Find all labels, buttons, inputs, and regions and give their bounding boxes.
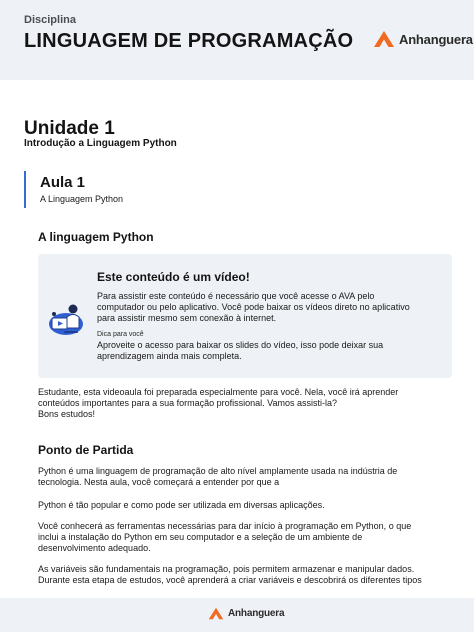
text-line: Durante esta etapa de estudos, você aprenderá a criar variáveis e descobrirá os diferentes tipos: [38, 575, 422, 585]
intro-paragraph: [38, 387, 448, 420]
video-notice-callout: [38, 254, 452, 378]
tip-line: Aproveite o acesso para baixar os slides do vídeo, isso pode deixar sua: [97, 340, 384, 350]
video-notice-title: Este conteúdo é um vídeo!: [97, 270, 250, 284]
starting-point-paragraph: [38, 564, 448, 586]
starting-point-paragraph: [38, 500, 448, 511]
brand-logo: [373, 30, 473, 48]
starting-point-paragraph: [38, 466, 448, 488]
tip-text: [97, 340, 442, 362]
unit-title: Unidade 1: [24, 118, 115, 139]
text-line: desenvolvimento adequado.: [38, 543, 151, 553]
page-footer: [0, 598, 474, 632]
video-notice-text: [97, 291, 442, 324]
anhanguera-logo-icon: [373, 30, 395, 48]
lesson-block: [24, 171, 224, 208]
lesson-title: Aula 1: [40, 174, 86, 191]
section-title: A linguagem Python: [38, 230, 154, 244]
text-line: tecnologia. Nesta aula, você começará a entender por que a: [38, 477, 280, 487]
page-header: [0, 0, 474, 80]
discipline-title: LINGUAGEM DE PROGRAMAÇÃO: [24, 30, 354, 52]
discipline-label: Disciplina: [24, 14, 76, 26]
text-line: As variáveis são fundamentais na programação, pois permitem armazenar e manipular dados.: [38, 564, 415, 574]
starting-point-title: Ponto de Partida: [38, 443, 134, 457]
brand-name: Anhanguera: [399, 31, 473, 47]
tip-line: aprendizagem ainda mais completa.: [97, 351, 242, 361]
text-line: Bons estudos!: [38, 409, 96, 419]
text-line: conteúdos importantes para a sua formação profissional. Vamos assisti-la?: [38, 398, 337, 408]
footer-brand-name: Anhanguera: [228, 608, 285, 619]
unit-subtitle: Introdução a Linguagem Python: [24, 138, 177, 149]
anhanguera-logo-icon: [208, 607, 224, 620]
video-notice-line: Para assistir este conteúdo é necessário que você acesse o AVA pelo: [97, 291, 375, 301]
lesson-subtitle: A Linguagem Python: [40, 194, 124, 204]
footer-brand-logo: [208, 607, 284, 620]
text-line: Estudante, esta videoaula foi preparada especialmente para você. Nela, você irá aprender: [38, 387, 399, 397]
video-notice-line: computador ou pelo aplicativo. Você pode baixar os vídeos direto no aplicativo: [97, 302, 410, 312]
text-line: Python é tão popular e como pode ser utilizada em diversas aplicações.: [38, 500, 325, 510]
tip-label: Dica para você: [97, 331, 144, 338]
video-notice-line: para assistir mesmo sem conexão à internet.: [97, 313, 277, 323]
video-person-icon: [44, 298, 88, 338]
text-line: Você conhecerá as ferramentas necessárias para dar início à programação em Python, o que: [38, 521, 412, 531]
starting-point-paragraph: [38, 521, 448, 554]
text-line: Python é uma linguagem de programação de alto nível amplamente usada na indústria de: [38, 466, 398, 476]
text-line: inclui a instalação do Python em seu computador e a seleção de um ambiente de: [38, 532, 363, 542]
